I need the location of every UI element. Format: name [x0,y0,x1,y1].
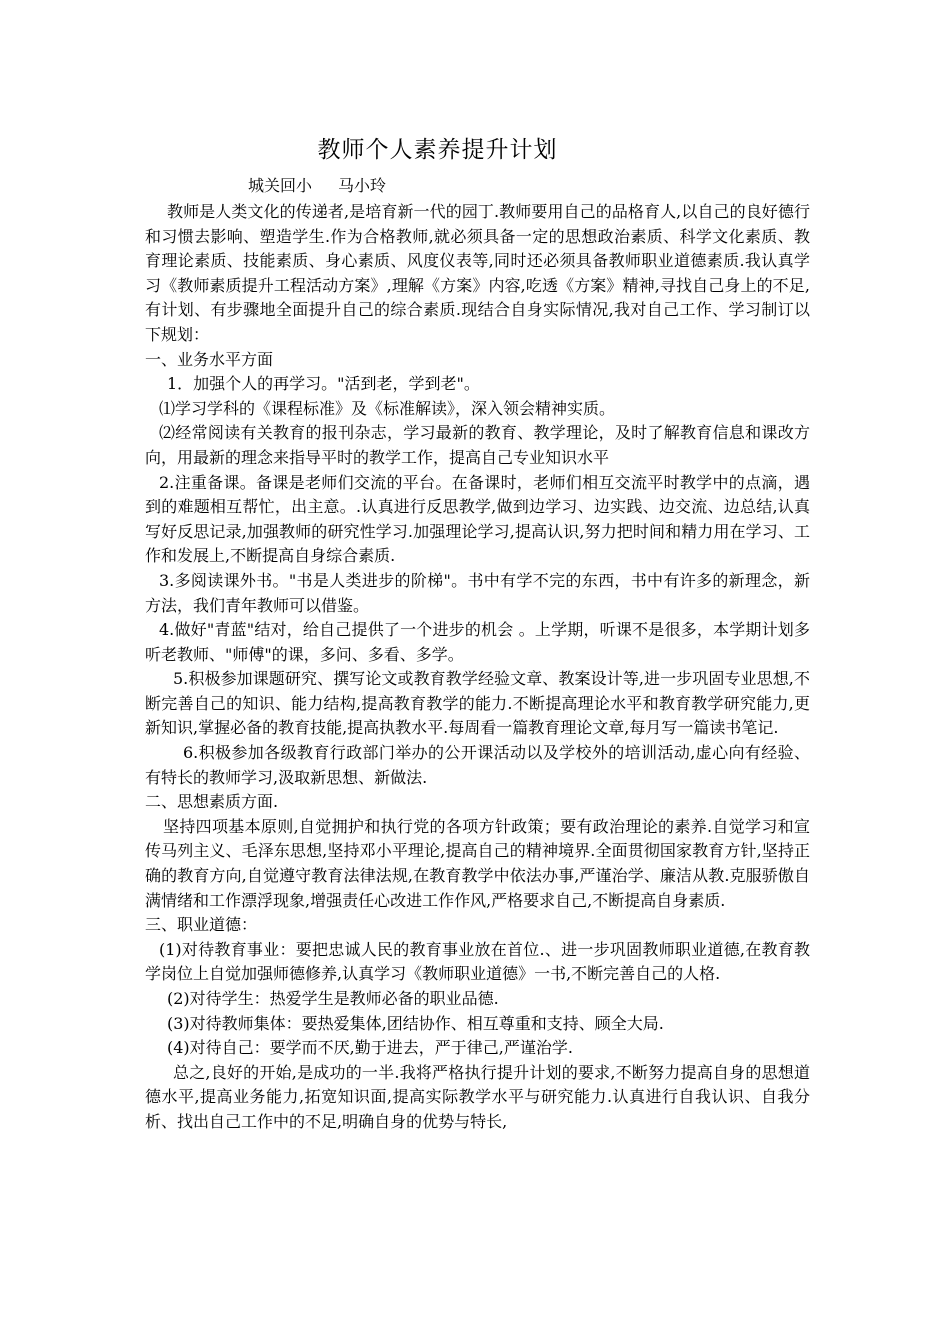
thought-paragraph: 坚持四项基本原则,自觉拥护和执行党的各项方针政策；要有政治理论的素养.自觉学习和宣传马列主义、毛泽东思想,坚持邓小平理论,提高自己的精神境界.全面贯彻国家教育方针,坚持正确的教育方向,自觉遵守教育法律法规,在教育教学中依法办事,严谨治学、廉洁从教.克服骄傲自满情绪和工作漂浮现象,增强责任心改进工作作风,严格要求自己,不断提高自身素质. [145,816,810,910]
section-heading-business: 一、业务水平方面 [145,349,274,369]
author-school: 城关回小 [248,176,313,195]
ethics-item-2: (2)对待学生：热爱学生是教师必备的职业品德. [167,989,499,1008]
list-subitem-2: ⑵经常阅读有关教育的报刊杂志，学习最新的教育、教学理论，及时了解教育信息和课改方向，用最新的理念来指导平时的教学工作，提高自己专业知识水平 [145,423,810,467]
list-subitem-1: ⑴学习学科的《课程标准》及《标准解读》，深入领会精神实质。 [159,398,616,418]
ethics-item-1: (1)对待教育事业：要把忠诚人民的教育事业放在首位.、进一步巩固教师职业道德,在教育教学岗位上自觉加强师德修养,认真学习《教师职业道德》一书,不断完善自己的人格. [145,939,810,984]
summary-paragraph: 总之,良好的开始,是成功的一半.我将严格执行提升计划的要求,不断努力提高自身的思想道德水平,提高业务能力,拓宽知识面,提高实际教学水平与研究能力.认真进行自我认识、自我分析、找出自己工作中的不足,明确自身的优势与特长, [145,1062,810,1131]
author-line [248,174,386,198]
author-name: 马小玲 [338,176,387,195]
section-heading-ethics: 三、职业道德： [145,915,258,935]
list-item-5: 5.积极参加课题研究、撰写论文或教育教学经验文章、教案设计等,进一步巩固专业思想,不断完善自己的知识、能力结构,提高教育教学的能力.不断提高理论水平和教育教学研究能力,更新知识,掌握必备的教育技能,提高执教水平.每周看一篇教育理论文章,每月写一篇读书笔记. [145,669,810,738]
document-body [145,200,810,1135]
ethics-item-3: (3)对待教师集体：要热爱集体,团结协作、相互尊重和支持、顾全大局. [167,1013,664,1033]
ethics-item-4: (4)对待自己：要学而不厌,勤于进去，严于律己,严谨治学. [167,1038,573,1058]
section-heading-thought: 二、思想素质方面. [145,792,279,812]
document-title: 教师个人素养提升计划 [317,137,558,163]
list-item-6: 6.积极参加各级教育行政部门举办的公开课活动以及学校外的培训活动,虚心向有经验、有特长的教师学习,汲取新思想、新做法. [145,743,810,787]
list-item-1: 1．加强个人的再学习。"活到老，学到老"。 [167,374,480,394]
intro-paragraph: 教师是人类文化的传递者,是培育新一代的园丁.教师要用自己的品格育人,以自己的良好德行和习惯去影响、塑造学生.作为合格教师,就必须具备一定的思想政治素质、科学文化素质、教育理论素质、技能素质、身心素质、风度仪表等,同时还必须具备教师职业道德素质.我认真学习《教师素质提升工程活动方案》,理解《方案》内容,吃透《方案》精神,寻找自己身上的不足,有计划、有步骤地全面提升自己的综合素质.现结合自身实际情况,我对自己工作、学习制订以下规划： [145,202,810,344]
list-item-2: 2.注重备课。备课是老师们交流的平台。在备课时，老师们相互交流平时教学中的点滴，遇到的难题相互帮忙，出主意。.认真进行反思教学,做到边学习、边实践、边交流、边总结,认真写好反思记录,加强教师的研究性学习.加强理论学习,提高认识,努力把时间和精力用在学习、工作和发展上,不断提高自身综合素质. [145,472,810,566]
list-item-4: 4.做好"青蓝"结对，给自己提供了一个进步的机会 。上学期，听课不是很多，本学期计划多听老教师、"师傅"的课，多问、多看、多学。 [145,620,810,664]
list-item-3: 3.多阅读课外书。"书是人类进步的阶梯"。书中有学不完的东西，书中有许多的新理念，新方法，我们青年教师可以借鉴。 [145,570,810,615]
